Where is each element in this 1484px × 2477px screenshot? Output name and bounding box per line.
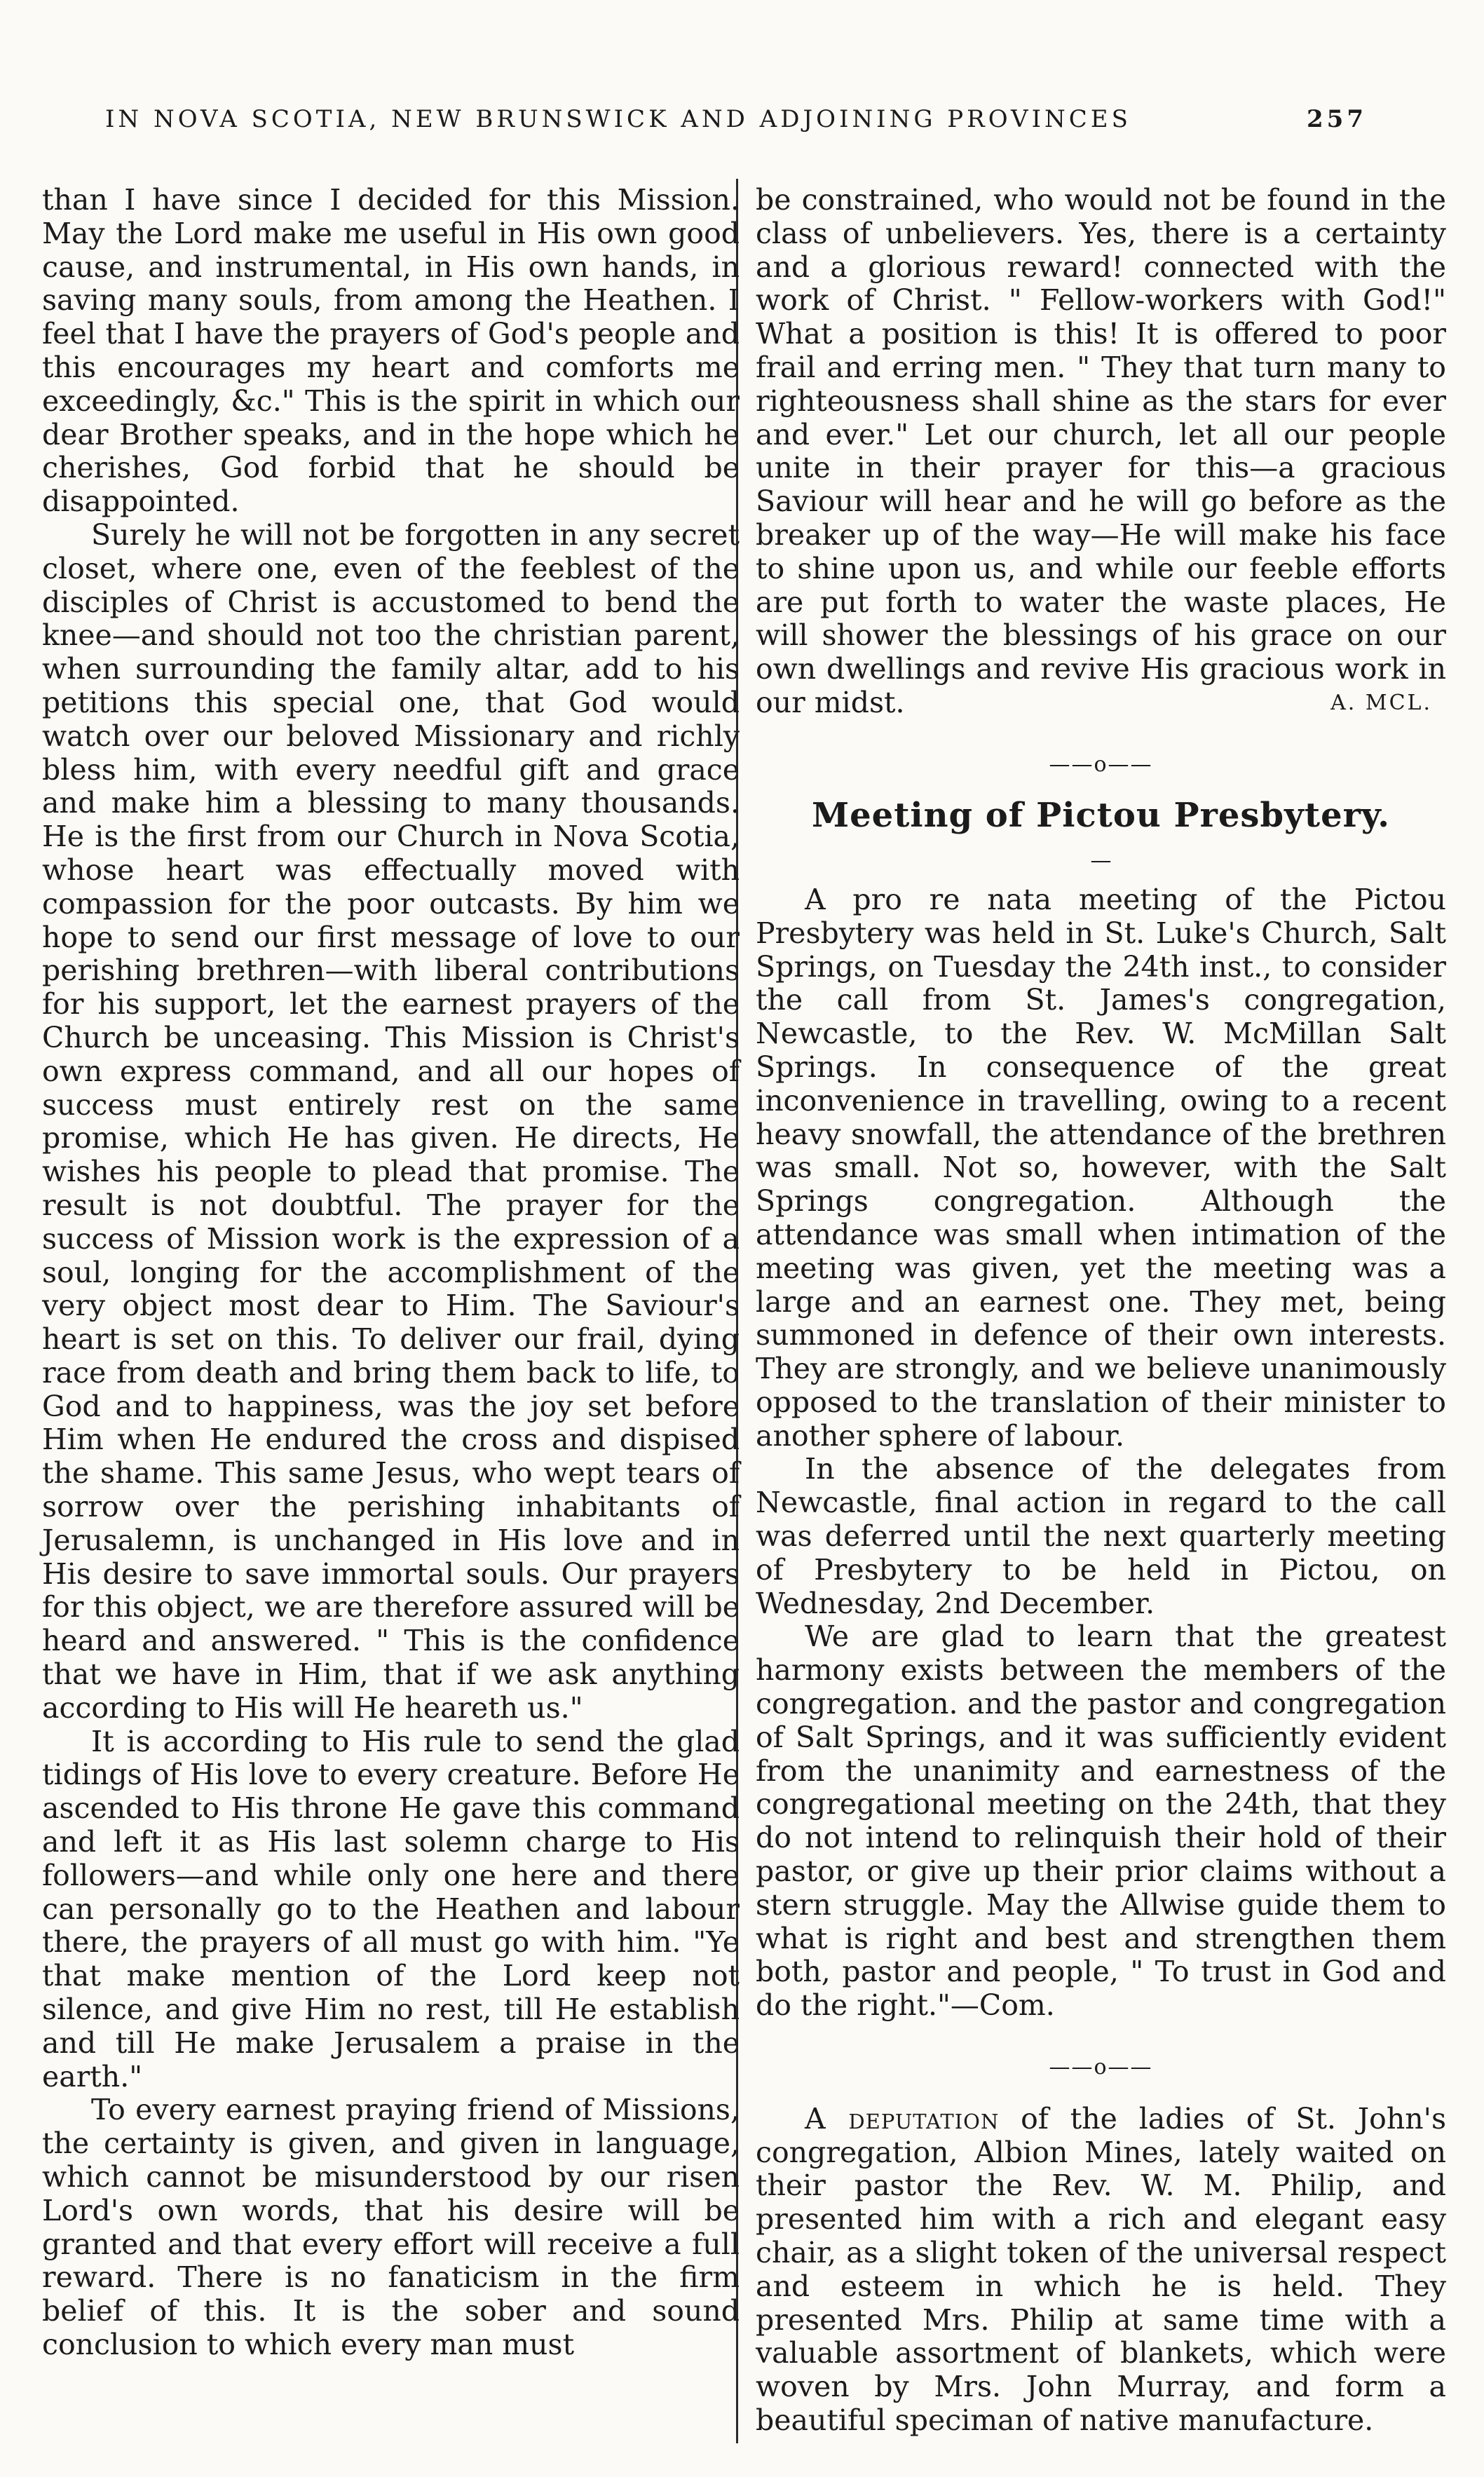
deputation-lead: A deputation [805,2101,1000,2136]
presbytery-paragraph: A pro re nata meeting of the Pictou Presbytery was held in St. Luke's Church, Salt Springs, on Tuesday the 24th inst., to consider the call from St. James's congregation, Newcastle, to the Rev. W. McMillan Salt Springs. In consequence of the great inconvenience in travelling, owing to a recent heavy snowfall, the attendance of the brethren was small. Not so, however, with the Salt Springs congregation. Although the attendance was small when intimation of the meeting was given, yet the meeting was a large and an earnest one. They met, being summoned in defence of their own interests. They are strongly, and we believe unanimously opposed to the translation of their minister to another sphere of labour. [756,882,1446,1453]
right-column [756,184,1446,2438]
presbytery-paragraph: We are glad to learn that the greatest harmony exists between the members of the congregation. and the pastor and congregation of Salt Springs, and it was sufficiently evident from the unanimity and earnestness of the congregational meeting on the 24th, that they do not intend to relinquish their hold of their pastor, or give up their prior claims without a stern struggle. May the Allwise guide them to what is right and best and strengthen them both, pastor and people, " To trust in God and do the right."—Com. [756,1620,1446,2023]
section-heading: Meeting of Pictou Presbytery. [811,796,1390,836]
article-paragraph: To every earnest praying friend of Missions, the certainty is given, and given in language, which cannot be misunderstood by our risen Lord's own words, that his desire will be granted and that every effort will receive a full reward. There is no fanaticism in the firm belief of this. It is the sober and sound conclusion to which every man must [42,2093,740,2361]
deputation-text: of the ladies of St. John's congregation, Albion Mines, lately waited on their pastor the Rev. W. M. Philip, and presented him with a rich and elegant easy chair, as a slight token of the universal respect and esteem in which he is held. They presented Mrs. Philip at same time with a valuable assortment of blankets, which were woven by Mrs. John Murray, and form a beautiful speciman of native manufacture. [756,2101,1446,2437]
article-continuation: be constrained, who would not be found in the class of unbelievers. Yes, there is a certainty and a glorious reward! connected with the work of Christ. " Fellow-workers with God!" What a position is this! It is offered to poor frail and erring men. " They that turn many to righteousness shall shine as the stars for ever and ever." Let our church, let all our people unite in their prayer for this—a gracious Saviour will hear and he will go before as the breaker up of the way—He will make his face to shine upon us, and while our feeble efforts are put forth to water the waste places, He will shower the blessings of his grace on our own dwellings and revive His gracious work in our midst. [756,183,1446,719]
article-paragraph: than I have since I decided for this Mission. May the Lord make me useful in His own good cause, and instrumental, in His own hands, in saving many souls, from among the Heathen. I feel that I have the prayers of God's people and this encourages my heart and comforts me exceedingly, &c." This is the spirit in which our dear Brother speaks, and in the hope which he cherishes, God forbid that he should be disappointed. [42,183,740,519]
deputation-paragraph [756,2103,1446,2438]
heading-dash: — [1090,848,1112,874]
article-paragraph: It is according to His rule to send the glad tidings of His love to every creature. Before He ascended to His throne He gave this command and left it as His last solemn charge to His followers—and while only one here and there can personally go to the Heathen and labour there, the prayers of all must go with him. "Ye that make mention of the Lord keep not silence, and give Him no rest, till He establish and till He make Jerusalem a praise in the earth." [42,1724,740,2093]
article-signature: A. MCL. [1330,690,1432,715]
running-head-title: IN NOVA SCOTIA, NEW BRUNSWICK AND ADJOINING PROVINCES [105,105,1131,133]
section-separator: ——o—— [1049,752,1153,777]
section-separator: ——o—— [1049,2055,1153,2080]
left-column [42,184,740,2362]
article-paragraph: Surely he will not be forgotten in any secret closet, where one, even of the feeblest of the disciples of Christ is accustomed to bend the knee—and should not too the christian parent, when surrounding the family altar, add to his petitions this special one, that God would watch over our beloved Missionary and richly bless him, with every needful gift and grace and make him a blessing to many thousands. He is the first from our Church in Nova Scotia, whose heart was effectually moved with compassion for the poor outcasts. By him we hope to send our first message of love to our perishing brethren—with liberal contributions for his support, let the earnest prayers of the Church be unceasing. This Mission is Christ's own express command, and all our hopes of success must entirely rest on the same promise, which He has given. He directs, He wishes his people to plead that promise. The result is not doubtful. The prayer for the success of Mission work is the expression of a soul, longing for the accomplishment of the very object most dear to Him. The Saviour's heart is set on this. To deliver our frail, dying race from death and bring them back to life, to God and to happiness, was the joy set before Him when He endured the cross and dispised the shame. This same Jesus, who wept tears of sorrow over the perishing inhabitants of Jerusalemn, is unchanged in His love and in His desire to save immortal souls. Our prayers for this object, we are therefore assured will be heard and answered. " This is the confidence that we have in Him, that if we ask anything according to His will He heareth us." [42,517,740,1725]
page-number: 257 [1307,105,1367,133]
presbytery-paragraph: In the absence of the delegates from Newcastle, final action in regard to the call was deferred until the next quarterly meeting of Presbytery to be held in Pictou, on Wednesday, 2nd December. [756,1452,1446,1620]
running-head [105,105,1367,147]
